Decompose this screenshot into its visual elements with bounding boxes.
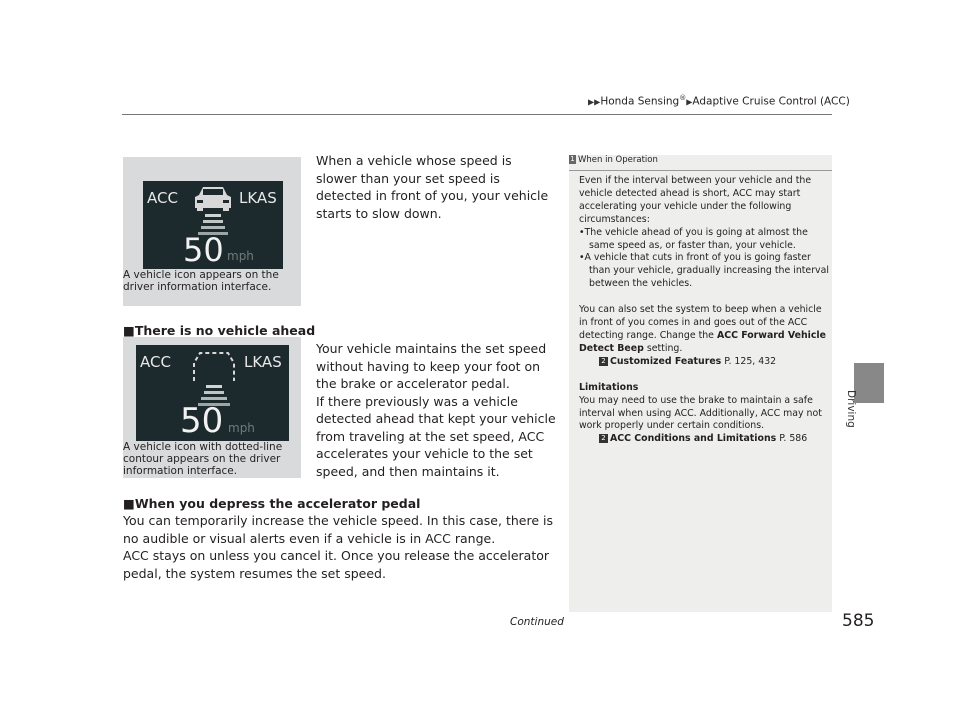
cross-reference-customized-features[interactable] xyxy=(579,356,829,369)
paragraph-line: ACC stays on unless you cancel it. Once you release the accelerator pedal, the system resumes the set speed. xyxy=(123,548,550,581)
note-title-text: When in Operation xyxy=(578,155,658,165)
beep-end: setting. xyxy=(646,342,683,354)
note-badge-icon: 1 xyxy=(570,155,575,163)
reference-arrow-icon: 2 xyxy=(599,357,608,366)
heading-text: When you depress the accelerator pedal xyxy=(134,496,421,511)
paragraph-slower-vehicle: When a vehicle whose speed is slower than your set speed is detected in front of you, your vehicle starts to slow down. xyxy=(316,153,549,221)
heading-no-vehicle xyxy=(123,323,315,338)
note-bullet xyxy=(579,252,829,291)
driver-display-screen xyxy=(143,181,283,269)
section-tab-marker xyxy=(854,363,884,403)
header-rule xyxy=(122,114,832,115)
set-speed-value: 50 xyxy=(183,231,224,269)
reference-arrow-icon: 2 xyxy=(599,434,608,443)
reference-title[interactable]: ACC Conditions and Limitations xyxy=(610,433,777,445)
paragraph-line: Your vehicle maintains the set speed without having to keep your foot on the brake or accelerator pedal. xyxy=(316,341,547,391)
bullet-text: The vehicle ahead of you is going at almost the same speed as, or faster than, your vehicle. xyxy=(584,226,808,251)
figure-caption: A vehicle icon with dotted-line contour appears on the driver information interface. xyxy=(123,441,283,477)
beep-setting-name: ACC Forward Vehicle Detect Beep xyxy=(579,329,827,354)
limitations-title: Limitations xyxy=(579,381,639,393)
breadcrumb xyxy=(588,94,850,108)
note-beep-paragraph xyxy=(579,304,829,356)
reference-page: P. 586 xyxy=(779,433,808,445)
section-tab-label: Driving xyxy=(845,390,857,428)
square-bullet-icon: ■ xyxy=(123,323,135,338)
paragraph-no-vehicle xyxy=(316,340,556,480)
paragraph-line: If there previously was a vehicle detected ahead that kept your vehicle from traveling at the set speed, ACC accelerates your vehicle to the set speed, and then maintains it. xyxy=(316,393,556,479)
lkas-indicator: LKAS xyxy=(239,189,277,207)
breadcrumb-arrow-icon: ▶▶ xyxy=(588,97,601,107)
cross-reference-acc-conditions[interactable] xyxy=(579,433,829,446)
set-speed-value: 50 xyxy=(180,401,224,441)
reference-title[interactable]: Customized Features xyxy=(610,355,722,367)
figure-caption: A vehicle icon appears on the driver information interface. xyxy=(123,269,279,293)
page-number: 585 xyxy=(842,611,875,631)
continued-label: Continued xyxy=(510,616,564,628)
acc-indicator: ACC xyxy=(147,189,178,207)
figure-vehicle-icon xyxy=(123,157,301,306)
figure-dotted-vehicle-icon xyxy=(123,337,301,478)
note-divider xyxy=(569,170,832,171)
note-title xyxy=(569,155,658,165)
registered-mark: ® xyxy=(679,94,687,102)
breadcrumb-page: Adaptive Cruise Control (ACC) xyxy=(692,95,850,108)
note-intro: Even if the interval between your vehicle and the vehicle detected ahead is short, ACC may start accelerating your vehicle under the following circumstances: xyxy=(579,175,812,225)
side-note-panel xyxy=(569,155,832,612)
limitations-text: You may need to use the brake to maintain a safe interval when using ACC. Additionally, ACC may not work properly under certain conditions. xyxy=(579,394,822,432)
limitations-heading xyxy=(579,382,829,395)
paragraph-line: You can temporarily increase the vehicle speed. In this case, there is no audible or visual alerts even if a vehicle is in ACC range. xyxy=(123,513,553,546)
breadcrumb-section: Honda Sensing xyxy=(600,95,680,108)
bullet-text: A vehicle that cuts in front of you is going faster than your vehicle, gradually increasing the interval between the vehicles. xyxy=(584,252,829,290)
beep-text: You can also set the system to beep when a vehicle in front of you comes in and goes out of the ACC detecting range. Change the xyxy=(579,304,822,341)
driver-display-screen xyxy=(136,345,289,441)
acc-indicator: ACC xyxy=(140,353,171,371)
bullet-dot-icon: • xyxy=(579,252,585,264)
reference-page: P. 125, 432 xyxy=(724,355,777,367)
lkas-indicator: LKAS xyxy=(244,353,282,371)
heading-text: There is no vehicle ahead xyxy=(134,323,316,338)
note-bullet xyxy=(579,227,829,253)
bullet-dot-icon: • xyxy=(579,226,585,238)
breadcrumb-arrow-icon: ▶ xyxy=(686,97,693,107)
note-body xyxy=(579,175,829,446)
speed-unit: mph xyxy=(227,249,254,263)
square-bullet-icon: ■ xyxy=(123,496,135,511)
heading-accelerator xyxy=(123,496,420,511)
paragraph-accelerator xyxy=(123,512,563,582)
speed-unit: mph xyxy=(228,421,255,435)
